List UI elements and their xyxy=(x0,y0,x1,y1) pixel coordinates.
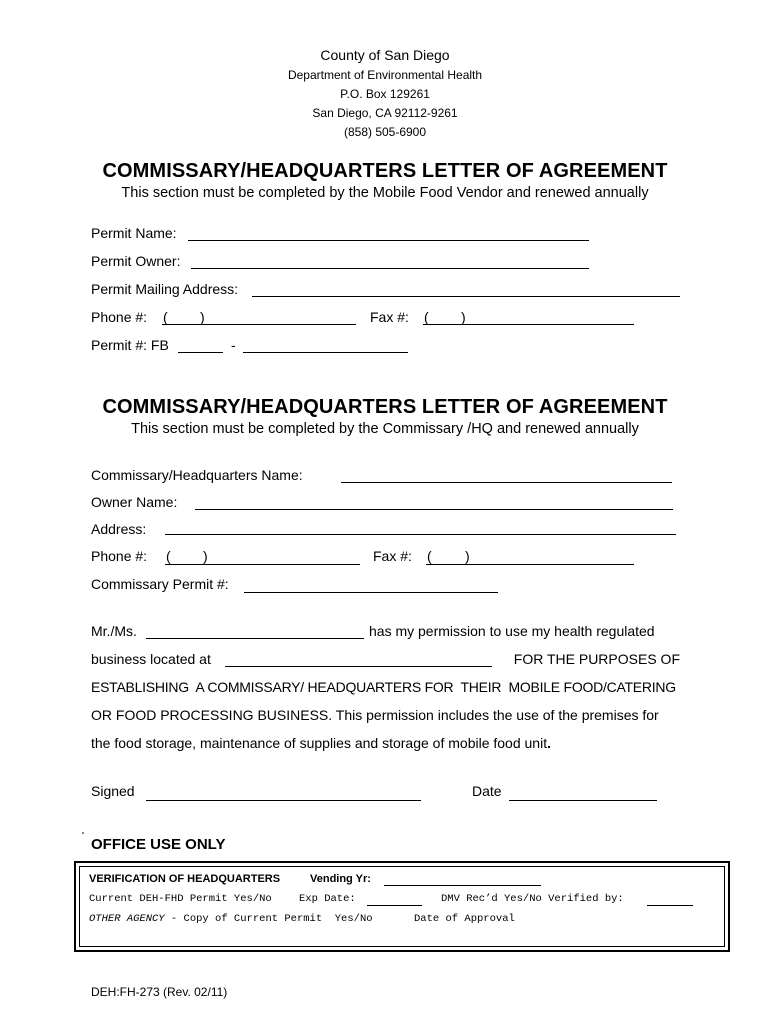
vendor-fax-paren-close: ) xyxy=(461,309,466,325)
date-label: Date xyxy=(472,783,502,799)
hq-fax-field[interactable] xyxy=(426,564,634,565)
verification-label: VERIFICATION OF HEADQUARTERS xyxy=(89,873,281,885)
section1-title: COMMISSARY/HEADQUARTERS LETTER OF AGREEMENT xyxy=(102,160,668,182)
agreement-line-3: ESTABLISHING A COMMISSARY/ HEADQUARTERS FOR THEIR MOBILE FOOD/CATERING xyxy=(91,679,676,695)
agreement-line-5-period: . xyxy=(547,735,551,751)
vendor-phone-paren-open: ( xyxy=(163,309,168,325)
agreement-line-5: the food storage, maintenance of supplies and storage of mobile food unit xyxy=(91,735,548,751)
exp-date-field[interactable] xyxy=(367,905,422,906)
agreement-permission-text: has my permission to use my health regulated xyxy=(369,623,655,639)
hq-phone-paren-close: ) xyxy=(203,548,208,564)
section2-title: COMMISSARY/HEADQUARTERS LETTER OF AGREEMENT xyxy=(102,396,668,418)
owner-name-field[interactable] xyxy=(195,509,673,510)
hq-fax-label: Fax #: xyxy=(373,548,412,564)
business-located-label: business located at xyxy=(91,651,211,667)
vendor-phone-paren-close: ) xyxy=(200,309,205,325)
mr-ms-label: Mr./Ms. xyxy=(91,623,137,639)
permit-number-dash: - xyxy=(231,337,236,353)
vendor-fax-paren-open: ( xyxy=(424,309,429,325)
permit-owner-label: Permit Owner: xyxy=(91,253,181,269)
section2-subtitle: This section must be completed by the Commissary /HQ and renewed annually xyxy=(131,421,639,437)
permit-mailing-field[interactable] xyxy=(252,296,680,297)
purposes-text: FOR THE PURPOSES OF xyxy=(513,651,680,667)
permit-number-field-b[interactable] xyxy=(243,352,408,353)
hq-fax-paren-close: ) xyxy=(465,548,470,564)
commissary-permit-label: Commissary Permit #: xyxy=(91,576,229,592)
copy-permit-text: - Copy of Current Permit Yes/No xyxy=(164,913,373,925)
current-permit-text: Current DEH-FHD Permit Yes/No xyxy=(89,893,272,905)
city-state: San Diego, CA 92112-9261 xyxy=(312,106,458,120)
form-number: DEH:FH-273 (Rev. 02/11) xyxy=(91,985,228,999)
commissary-permit-field[interactable] xyxy=(244,592,498,593)
vendor-fax-field[interactable] xyxy=(423,324,634,325)
exp-date-label: Exp Date: xyxy=(299,893,356,905)
signature-field[interactable] xyxy=(146,800,421,801)
date-field[interactable] xyxy=(509,800,657,801)
permit-number-label: Permit #: FB xyxy=(91,337,169,353)
scan-speck xyxy=(82,832,84,834)
hq-phone-field[interactable] xyxy=(165,564,360,565)
owner-name-label: Owner Name: xyxy=(91,494,178,510)
permit-name-field[interactable] xyxy=(188,240,589,241)
header-phone: (858) 505-6900 xyxy=(343,125,427,139)
vending-yr-label: Vending Yr: xyxy=(310,873,371,885)
vendor-phone-label: Phone #: xyxy=(91,309,148,325)
date-of-approval-label: Date of Approval xyxy=(414,913,515,925)
section1-subtitle: This section must be completed by the Mobile Food Vendor and renewed annually xyxy=(121,185,649,201)
office-use-heading: OFFICE USE ONLY xyxy=(91,836,226,853)
hq-name-field[interactable] xyxy=(341,482,672,483)
po-box: P.O. Box 129261 xyxy=(340,87,430,101)
permit-mailing-label: Permit Mailing Address: xyxy=(91,281,239,297)
vending-yr-field[interactable] xyxy=(384,885,541,886)
signed-label: Signed xyxy=(91,783,135,799)
hq-address-label: Address: xyxy=(91,521,147,537)
vendor-phone-field[interactable] xyxy=(162,324,356,325)
department-name: Department of Environmental Health xyxy=(287,68,483,82)
agreement-line-4: OR FOOD PROCESSING BUSINESS. This permission includes the use of the premises for xyxy=(91,707,659,723)
permit-owner-field[interactable] xyxy=(191,268,589,269)
hq-fax-paren-open: ( xyxy=(427,548,432,564)
hq-phone-label: Phone #: xyxy=(91,548,148,564)
county-name: County of San Diego xyxy=(320,47,450,63)
business-location-field[interactable] xyxy=(225,666,492,667)
permit-number-field-a[interactable] xyxy=(178,352,223,353)
mr-ms-field[interactable] xyxy=(146,638,364,639)
hq-phone-paren-open: ( xyxy=(166,548,171,564)
dmv-verified-label: DMV Rec’d Yes/No Verified by: xyxy=(441,893,624,905)
hq-name-label: Commissary/Headquarters Name: xyxy=(91,467,303,483)
hq-address-field[interactable] xyxy=(165,534,676,535)
other-agency-label: OTHER AGENCY xyxy=(89,913,165,925)
vendor-fax-label: Fax #: xyxy=(370,309,409,325)
verified-by-field[interactable] xyxy=(647,905,693,906)
permit-name-label: Permit Name: xyxy=(91,225,177,241)
agreement-line-5-wrap xyxy=(91,735,551,751)
other-agency-row xyxy=(89,913,373,925)
